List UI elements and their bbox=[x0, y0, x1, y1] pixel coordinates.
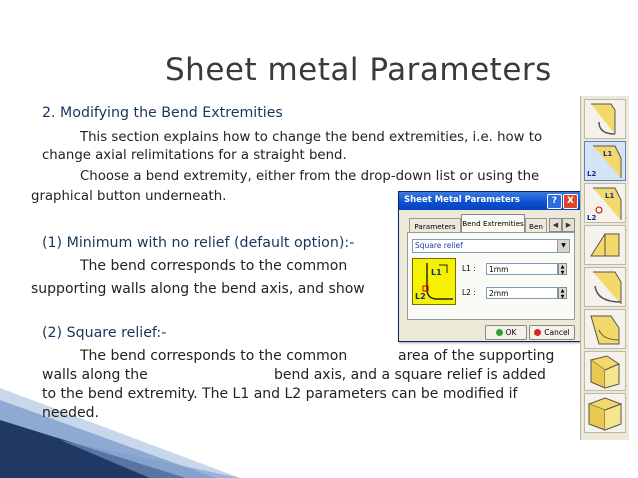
tool-maximum[interactable] bbox=[584, 309, 626, 349]
bend-extremities-panel bbox=[407, 232, 575, 320]
bend-extremity-tangent-icon bbox=[585, 268, 625, 306]
tab-scroll-left-button[interactable]: ◀ bbox=[549, 218, 562, 232]
paragraph-line: needed. bbox=[42, 405, 99, 421]
dialog-title: Sheet Metal Parameters bbox=[404, 195, 520, 205]
heading-modifying-bend-extremities: 2. Modifying the Bend Extremities bbox=[42, 105, 283, 121]
paragraph-line: change axial relimitations for a straight bend. bbox=[42, 148, 347, 163]
cancel-button[interactable] bbox=[529, 325, 575, 340]
paragraph-line: This section explains how to change the bend extremities, i.e. how to bbox=[80, 130, 543, 145]
l1-stepper[interactable]: ▲ ▼ bbox=[558, 263, 567, 275]
bend-extremity-round-relief-icon bbox=[585, 184, 625, 222]
bend-extremity-dropdown[interactable] bbox=[412, 239, 570, 253]
tool-linear[interactable] bbox=[584, 225, 626, 265]
bend-extremity-square-relief-icon bbox=[585, 142, 625, 180]
heading-minimum-no-relief: (1) Minimum with no relief (default option):- bbox=[42, 235, 355, 251]
preview-l1-label: L1 bbox=[431, 268, 442, 277]
paragraph-line: to the bend extremity. The L1 and L2 parameters can be modified if bbox=[42, 386, 518, 402]
l1-input[interactable]: 1mm bbox=[486, 263, 558, 275]
paragraph-line: bend axis, and a square relief is added bbox=[274, 367, 546, 383]
bend-extremity-closed-icon bbox=[585, 352, 625, 390]
ok-icon bbox=[496, 329, 503, 336]
tab-scroll-right-button[interactable]: ▶ bbox=[562, 218, 575, 232]
tool-square-relief[interactable] bbox=[584, 141, 626, 181]
tab-parameters[interactable]: Parameters bbox=[409, 218, 461, 232]
tab-bend-extremities[interactable]: Bend Extremities bbox=[461, 214, 525, 233]
tool-l1-label: L1 bbox=[603, 150, 613, 158]
tool-closed[interactable] bbox=[584, 351, 626, 391]
help-button[interactable]: ? bbox=[547, 194, 562, 209]
l2-stepper[interactable]: ▲ ▼ bbox=[558, 287, 567, 299]
bend-extremity-flat-joint-icon bbox=[585, 394, 625, 432]
paragraph-line: supporting walls along the bend axis, and show bbox=[31, 281, 365, 297]
bend-extremity-selected-value: Square relief bbox=[415, 241, 463, 250]
tool-l2-label: L2 bbox=[587, 214, 597, 222]
paragraph-line: Choose a bend extremity, either from the drop-down list or using the bbox=[80, 169, 540, 184]
tool-l2-label: L2 bbox=[587, 170, 597, 178]
l2-label: L2 : bbox=[462, 288, 476, 297]
l1-label: L1 : bbox=[462, 264, 476, 273]
bend-extremity-toolbar bbox=[580, 96, 629, 440]
bend-extremity-linear-icon bbox=[585, 226, 625, 264]
close-button[interactable]: X bbox=[563, 194, 578, 209]
tool-round-relief[interactable] bbox=[584, 183, 626, 223]
tool-minimum-no-relief[interactable] bbox=[584, 99, 626, 139]
tab-bend-truncated[interactable]: Ben bbox=[525, 218, 547, 232]
preview-l2-label: L2 bbox=[415, 292, 426, 301]
sheet-metal-parameters-dialog bbox=[398, 191, 581, 342]
ok-button[interactable] bbox=[485, 325, 527, 340]
square-relief-preview-icon bbox=[413, 259, 455, 304]
bend-extremity-maximum-icon bbox=[585, 310, 625, 348]
slide-title: Sheet metal Parameters bbox=[165, 52, 552, 88]
square-relief-preview-button[interactable] bbox=[412, 258, 456, 305]
paragraph-line: The bend corresponds to the common bbox=[80, 348, 348, 364]
tool-flat-joint[interactable] bbox=[584, 393, 626, 433]
l2-input[interactable]: 2mm bbox=[486, 287, 558, 299]
cancel-label: Cancel bbox=[544, 328, 570, 337]
dialog-titlebar[interactable] bbox=[399, 192, 580, 210]
paragraph-line: The bend corresponds to the common bbox=[80, 258, 348, 274]
ok-label: OK bbox=[505, 328, 517, 337]
bend-extremity-minimum-icon bbox=[585, 100, 625, 138]
chevron-down-icon[interactable]: ▼ bbox=[557, 240, 569, 252]
tool-tangent[interactable] bbox=[584, 267, 626, 307]
paragraph-line: walls along the bbox=[42, 367, 148, 383]
paragraph-line: graphical button underneath. bbox=[31, 189, 227, 204]
heading-square-relief: (2) Square relief:- bbox=[42, 325, 167, 341]
tool-l1-label: L1 bbox=[605, 192, 615, 200]
paragraph-line: area of the supporting bbox=[398, 348, 555, 364]
cancel-icon bbox=[534, 329, 541, 336]
